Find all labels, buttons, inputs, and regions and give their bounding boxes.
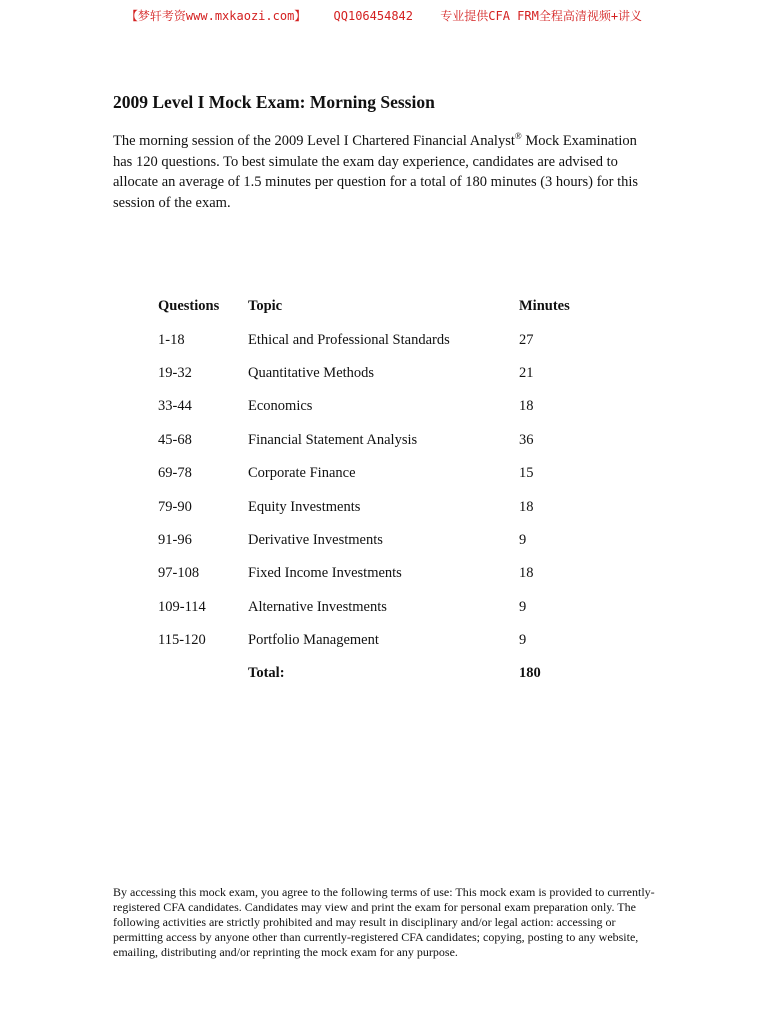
registered-mark: ® — [514, 131, 522, 141]
topic-cell: Financial Statement Analysis — [248, 431, 418, 448]
intro-text-start: The morning session of the 2009 Level I Chartered Financial Analyst — [113, 133, 515, 149]
total-value: 180 — [519, 665, 541, 682]
table-row — [158, 323, 598, 356]
minutes-cell: 18 — [519, 498, 534, 515]
question-range-cell: 91-96 — [158, 531, 192, 548]
total-empty-cell — [158, 657, 248, 690]
minutes-cell: 15 — [519, 465, 534, 482]
questions-column-header: Questions — [158, 298, 220, 315]
intro-text-end: Mock Examination has 120 questions. To best simulate the exam day experience, candidates are advised to allocate an average of 1.5 minutes per question for a total of 180 minutes (3 hours) for this session of the exam. — [113, 133, 639, 211]
topic-cell: Portfolio Management — [248, 632, 379, 649]
question-range-cell: 33-44 — [158, 398, 192, 415]
terms-of-use-paragraph: By accessing this mock exam, you agree to the following terms of use: This mock exam is provided to currently-registered CFA candidates. Candidates may view and print the exam for personal exam preparation only. The following activities are strictly prohibited and may result in disciplinary and/or legal action: accessing or permitting access by anyone other than currently-registered CFA candidates; copying, posting to any website, emailing, distributing and/or reprinting the mock exam for any purpose. — [113, 885, 655, 959]
question-range-cell: 79-90 — [158, 498, 192, 515]
header-qq-text: QQ106454842 — [333, 9, 414, 23]
table-row — [158, 390, 598, 423]
minutes-cell: 36 — [519, 431, 534, 448]
topic-cell: Alternative Investments — [248, 598, 387, 615]
question-range-cell: 97-108 — [158, 565, 200, 582]
document-title: 2009 Level I Mock Exam: Morning Session — [113, 92, 435, 112]
question-range-cell: 19-32 — [158, 364, 192, 381]
minutes-cell: 9 — [519, 531, 527, 548]
table-row — [158, 490, 598, 523]
question-range-cell: 45-68 — [158, 431, 192, 448]
table-row — [158, 591, 598, 624]
header-service-text: 专业提供CFA FRM全程高清视频+讲义 — [440, 9, 643, 23]
minutes-cell: 27 — [519, 331, 534, 348]
question-range-cell: 115-120 — [158, 632, 206, 649]
topic-cell: Corporate Finance — [248, 465, 356, 482]
table-row — [158, 357, 598, 390]
topic-cell: Fixed Income Investments — [248, 565, 402, 582]
topic-cell: Derivative Investments — [248, 531, 383, 548]
topic-column-header: Topic — [248, 298, 283, 315]
minutes-column-header: Minutes — [519, 298, 570, 315]
topic-cell: Ethical and Professional Standards — [248, 331, 450, 348]
topic-cell: Economics — [248, 398, 313, 415]
minutes-cell: 18 — [519, 565, 534, 582]
table-row — [158, 457, 598, 490]
topic-cell: Equity Investments — [248, 498, 361, 515]
minutes-cell: 18 — [519, 398, 534, 415]
table-row — [158, 424, 598, 457]
topic-cell: Quantitative Methods — [248, 364, 375, 381]
question-range-cell: 69-78 — [158, 465, 192, 482]
table-row — [158, 524, 598, 557]
minutes-cell: 9 — [519, 598, 527, 615]
topic-schedule-table — [158, 290, 598, 691]
total-label: Total: — [248, 665, 285, 682]
minutes-cell: 21 — [519, 364, 534, 381]
header-site-text: 【梦轩考资www.mxkaozi.com】 — [125, 9, 307, 23]
table-body — [158, 323, 598, 657]
question-range-cell: 1-18 — [158, 331, 185, 348]
table-row — [158, 557, 598, 590]
intro-paragraph — [113, 131, 653, 213]
question-range-cell: 109-114 — [158, 598, 206, 615]
total-row — [158, 657, 598, 690]
table-row — [158, 624, 598, 657]
table-header-row — [158, 290, 598, 323]
minutes-cell: 9 — [519, 632, 527, 649]
page-header-banner — [0, 7, 768, 24]
